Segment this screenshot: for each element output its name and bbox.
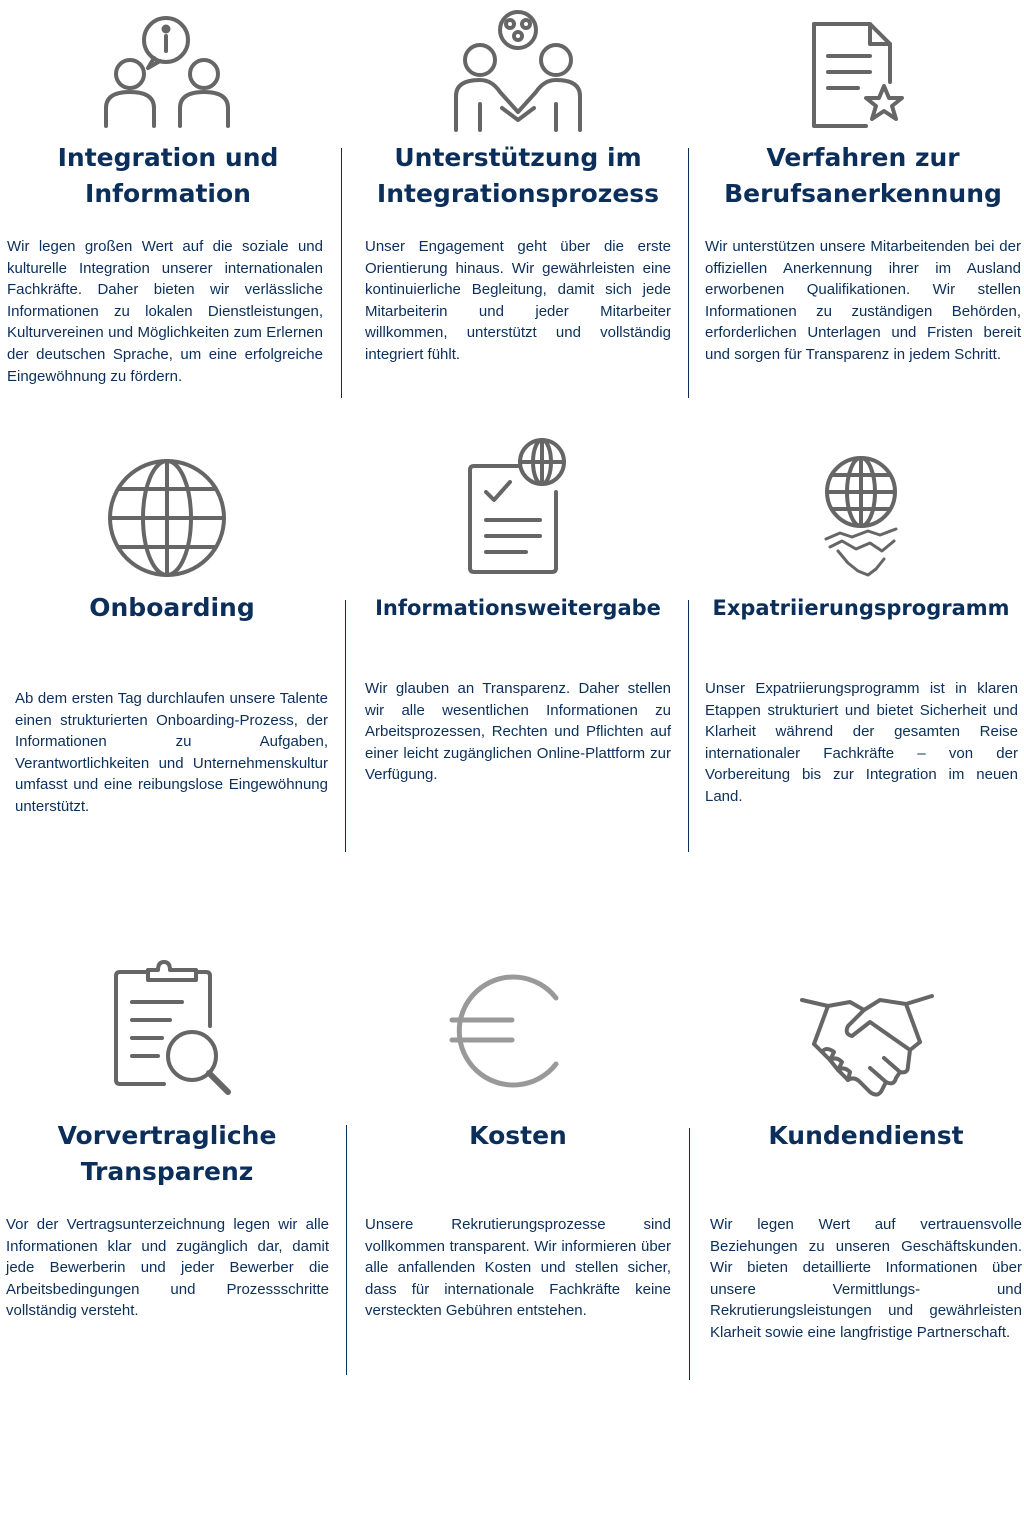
card-text: Unsere Rekrutierungsprozesse sind vollkommen transparent. Wir informieren über alle anfallenden Kosten und stellen sicher, dass für internationale Fachkräfte keine versteckten Gebühren entstehen. xyxy=(365,1216,671,1320)
column-divider xyxy=(346,1125,347,1375)
handshake-icon xyxy=(800,990,934,1100)
card-title: Kundendienst xyxy=(768,1121,964,1150)
card-text: Ab dem ersten Tag durchlaufen unsere Talente einen strukturierten Onboarding-Prozess, der Informationen zu Aufgaben, Verantwortlichkeiten und Unternehmenskultur umfasst und eine reibungslose Eingewöhnung unterstützt. xyxy=(15,690,328,815)
card-text: Wir legen Wert auf vertrauensvolle Beziehungen zu unseren Geschäftskunden. Wir bieten detaillierte Informationen über unsere Vermittlungs- und Rekrutierungsleistungen und gewährleisten Klarheit sowie eine langfristige Partnerschaft. xyxy=(710,1216,1022,1341)
card-text: Unser Expatriierungsprogramm ist in klaren Etappen strukturiert und bietet Sicherheit und Klarheit während der gesamten Reise internationaler Fachkräfte – von der Vorbereitung bis zur Integration im neuen Land. xyxy=(705,680,1018,805)
card-title: Vorvertragliche Transparenz xyxy=(57,1121,277,1186)
column-divider xyxy=(345,600,346,852)
euro-icon xyxy=(448,972,560,1090)
document-star-icon xyxy=(808,20,908,130)
column-divider xyxy=(688,148,689,398)
card-title: Integration und Information xyxy=(57,143,279,208)
column-divider xyxy=(689,1128,690,1380)
checklist-globe-icon xyxy=(466,436,570,578)
card-title: Kosten xyxy=(469,1121,567,1150)
clipboard-search-icon xyxy=(112,958,234,1094)
card-title: Onboarding xyxy=(89,593,255,622)
card-text: Wir glauben an Transparenz. Daher stellen wir alle wesentlichen Informationen zu Arbeitsprozessen, Rechten und Pflichten auf einer leicht zugänglichen Online-Plattform zur Verfügung. xyxy=(365,680,671,784)
card-text: Wir legen großen Wert auf die soziale und kulturelle Integration unserer internationalen Fachkräfte. Daher bieten wir verlässliche Informationen zu lokalen Dienstleistungen, Kulturvereinen und Möglichkeiten zum Erlernen der deutschen Sprache, um eine erfolgreiche Eingewöhnung zu fördern. xyxy=(7,238,323,385)
card-title: Expatriierungsprogramm xyxy=(712,596,1010,620)
card-text: Unser Engagement geht über die erste Orientierung hinaus. Wir gewährleisten eine kontinuierliche Begleitung, damit sich jede Mitarbeiterin und jeder Mitarbeiter willkommen, unterstützt und vollständig integriert fühlt. xyxy=(365,238,671,363)
card-title: Verfahren zur Berufsanerkennung xyxy=(724,143,1002,208)
people-info-icon xyxy=(98,12,238,132)
globe-icon xyxy=(106,457,228,579)
card-title: Unterstützung im Integrationsprozess xyxy=(376,143,660,208)
column-divider xyxy=(341,148,342,398)
people-support-icon xyxy=(452,8,584,136)
column-divider xyxy=(688,600,689,852)
card-text: Wir unterstützen unsere Mitarbeitenden bei der offiziellen Anerkennung ihrer im Ausland erworbenen Qualifikationen. Wir stellen Informationen zu zuständigen Behörden, erforderlichen Unterlagen und Fristen bereit und sorgen für Transparenz in jedem Schritt. xyxy=(705,238,1021,363)
globe-handshake-icon xyxy=(822,455,902,581)
card-title: Informationsweitergabe xyxy=(375,596,661,620)
card-text: Vor der Vertragsunterzeichnung legen wir alle Informationen klar und zugänglich dar, damit jede Bewerberin und jeder Bewerber die Arbeitsbedingungen und Prozessschritte vollständig versteht. xyxy=(6,1216,329,1320)
